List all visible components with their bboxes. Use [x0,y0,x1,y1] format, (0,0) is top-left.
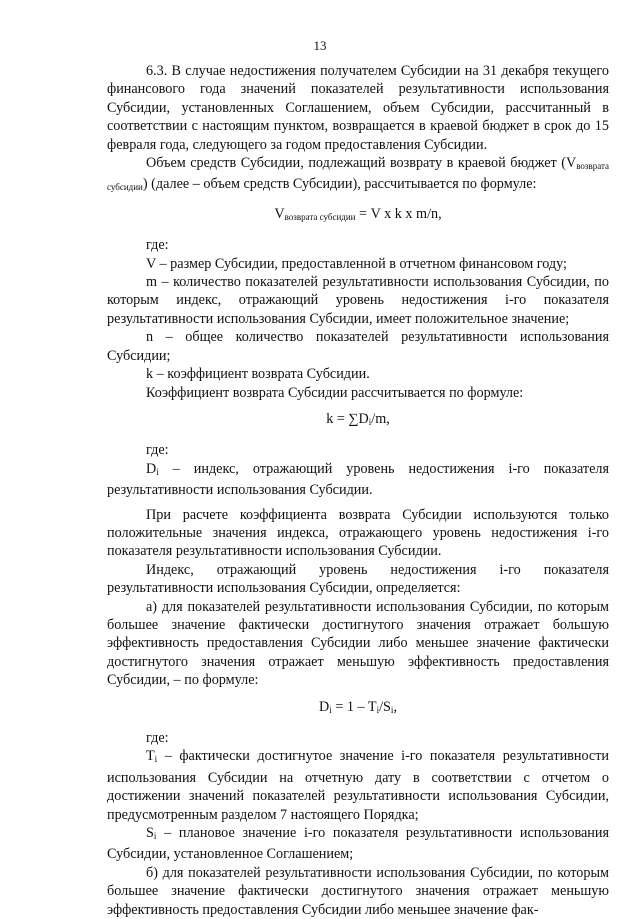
index-intro-paragraph: Индекс, отражающий уровень недостижения i-го показателя результативности использования Субсидии, определяется: [107,561,609,597]
item-a-paragraph: а) для показателей результативности использования Субсидии, по которым большее значение фактически достигнутого значения отражает большую эффективность предоставления Субсидии либо меньшее значение фактически достигнутого значения отражает меньшую эффективность предоставления Субсидии, – по формуле: [107,598,609,689]
where-label-2: где: [146,442,169,459]
formula3-c: /S [379,698,391,715]
formula3-subscript-2: i [376,704,380,715]
formula1-subscript: возврата субсидии [284,211,356,222]
formula1-rest: = V x k x m/n, [355,205,442,222]
def-di-a: D [146,460,157,477]
formula-index [107,698,609,719]
formula2-b: /m, [371,410,390,427]
def-di-subscript: i [156,466,159,477]
where-label-1: где: [146,237,169,254]
item-b-paragraph: б) для показателей результативности использования Субсидии, по которым большее значение фактически достигнутого значения отражает меньшую эффективность предоставления Субсидии либо меньшее значение фак- [107,864,609,918]
definition-m: m – количество показателей результативности использования Субсидии, по которым индекс, отражающий уровень недостижения i-го показателя результативности использования Субсидии, имеет положительное значение; [107,274,609,327]
formula2-a: k = ∑D [326,410,369,427]
formula1-v: V [274,205,285,222]
definition-v: V – размер Субсидии, предоставленной в отчетном финансовом году; [146,255,567,272]
volume-intro-paragraph [107,154,609,197]
def-si-subscript: i [153,831,157,842]
section-6-3-paragraph: 6.3. В случае недостижения получателем Субсидии на 31 декабря текущего финансового года значений показателей результативности использования Субсидии, установленных Соглашением, объем Субсидии, рассчитанный в соответствии с настоящим пунктом, возвращается в краевой бюджет в срок до 15 февраля года, следующего за годом предоставления Субсидии. [107,63,609,153]
volume-intro-text-b: ) (далее – объем средств Субсидии), рассчитывается по формуле: [142,176,537,193]
def-di-b: – индекс, отражающий уровень недостижения i-го показателя результативности использования Субсидии. [107,460,609,499]
where-label-3: где: [146,730,169,746]
definition-si [107,824,609,864]
document-body [107,62,609,919]
k-intro-paragraph: Коэффициент возврата Субсидии рассчитывается по формуле: [146,384,524,401]
def-si-a: S [146,825,154,842]
definition-di [107,460,609,500]
definition-n: n – общее количество показателей результативности использования Субсидии; [107,329,609,364]
volume-intro-text-a: Объем средств Субсидии, подлежащий возврату в краевой бюджет (V [146,155,577,172]
formula2-subscript: i [368,416,372,427]
positive-values-paragraph: При расчете коэффициента возврата Субсидии используются только положительные значения индекса, отражающего уровень недостижения i-го показателя результативности использования Субсидии. [107,506,609,560]
formula3-b: = 1 – T [331,698,377,715]
definition-k: k – коэффициент возврата Субсидии. [146,366,370,383]
formula-return-coefficient [107,410,609,431]
def-ti-a: T [146,748,155,765]
def-ti-subscript: i [154,754,158,765]
formula3-subscript-3: i [390,704,394,715]
formula3-d: , [393,698,397,715]
formula3-a: D [319,698,330,715]
volume-intro-subscript: возврата субсидии [107,161,609,193]
definition-ti [107,747,609,824]
page-number: 13 [313,38,327,53]
def-si-b: – плановое значение i-го показателя результативности использования Субсидии, установленное Соглашением; [107,825,609,863]
formula3-subscript-1: i [329,704,332,715]
formula-return-volume [107,205,609,226]
def-ti-b: – фактически достигнутое значение i-го показателя результативности использования Субсидии на отчетную дату в соответствии с отчетом о достижении значений показателей результативности использования Субсидии, предусмотренным разделом 7 настоящего Порядка; [107,748,609,823]
